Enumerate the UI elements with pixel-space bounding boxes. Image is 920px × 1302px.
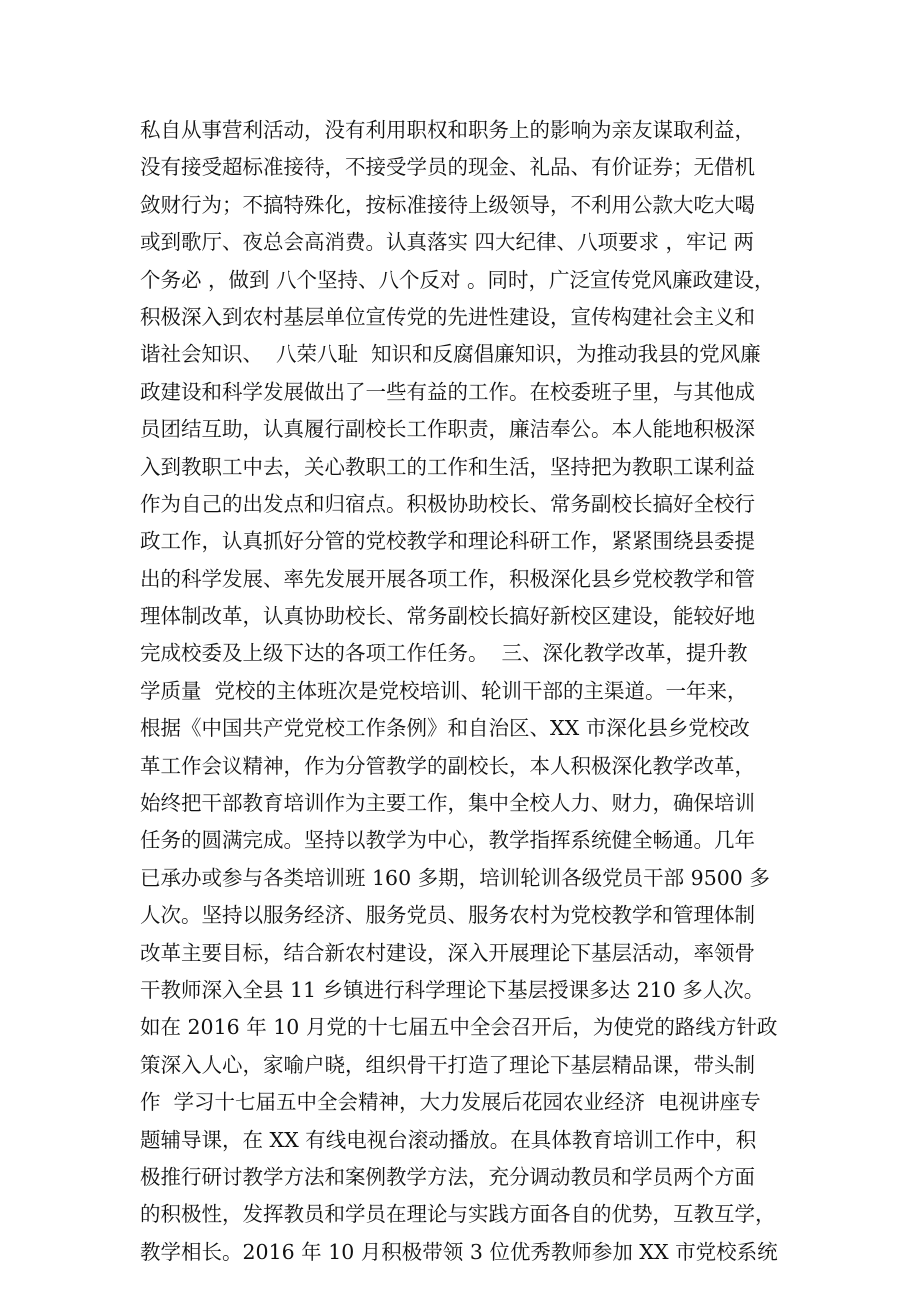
text-line: 教学相长。2016 年 10 月积极带领 3 位优秀教师参加 XX 市党校系统 xyxy=(140,1239,778,1264)
text-line: 学质量 党校的主体班次是党校培训、轮训干部的主渠道。一年来， xyxy=(140,678,748,703)
text-line: 人次。坚持以服务经济、服务党员、服务农村为党校教学和管理体制 xyxy=(140,903,755,928)
text-line: 作 学习十七届五中全会精神，大力发展后花园农业经济 电视讲座专 xyxy=(140,1090,761,1115)
text-line: 员团结互助，认真履行副校长工作职责，廉洁奉公。本人能地积极深 xyxy=(140,417,755,442)
text-line: 任务的圆满完成。坚持以教学为中心，教学指挥系统健全畅通。几年 xyxy=(140,828,755,853)
text-line: 极推行研讨教学方法和案例教学方法，充分调动教员和学员两个方面 xyxy=(140,1164,755,1189)
text-line: 如在 2016 年 10 月党的十七届五中全会召开后，为使党的路线方针政 xyxy=(140,1015,778,1040)
text-line: 的积极性，发挥教员和学员在理论与实践方面各自的优势，互教互学， xyxy=(140,1202,776,1227)
text-line: 根据《中国共产党党校工作条例》和自治区、XX 市深化县乡党校改 xyxy=(140,716,750,741)
text-line: 出的科学发展、率先发展开展各项工作，积极深化县乡党校教学和管 xyxy=(140,566,755,591)
text-line: 已承办或参与各类培训班 160 多期，培训轮训各级党员干部 9500 多 xyxy=(140,865,770,890)
text-line: 个务必 ，做到 八个坚持、八个反对 。同时，广泛宣传党风廉政建设， xyxy=(140,267,775,292)
text-line: 积极深入到农村基层单位宣传党的先进性建设，宣传构建社会主义和 xyxy=(140,304,755,329)
text-line: 策深入人心，家喻户晓，组织骨干打造了理论下基层精品课，带头制 xyxy=(140,1052,755,1077)
text-line: 改革主要目标，结合新农村建设，深入开展理论下基层活动，率领骨 xyxy=(140,940,755,965)
text-line: 作为自己的出发点和归宿点。积极协助校长、常务副校长搞好全校行 xyxy=(140,491,755,516)
body-text xyxy=(140,112,790,1271)
text-line: 政工作，认真抓好分管的党校教学和理论科研工作，紧紧围绕县委提 xyxy=(140,529,755,554)
text-line: 没有接受超标准接待，不接受学员的现金、礼品、有价证券；无借机 xyxy=(140,155,755,180)
text-line: 入到教职工中去，关心教职工的工作和生活，坚持把为教职工谋利益 xyxy=(140,454,755,479)
text-line: 政建设和科学发展做出了一些有益的工作。在校委班子里，与其他成 xyxy=(140,379,755,404)
text-line: 干教师深入全县 11 乡镇进行科学理论下基层授课多达 210 多人次。 xyxy=(140,977,765,1002)
text-line: 完成校委及上级下达的各项工作任务。 三、深化教学改革，提升教 xyxy=(140,641,748,666)
text-line: 或到歌厅、夜总会高消费。认真落实 四大纪律、八项要求 ，牢记 两 xyxy=(140,230,755,255)
text-line: 私自从事营利活动，没有利用职权和职务上的影响为亲友谋取利益， xyxy=(140,118,755,142)
text-line: 革工作会议精神，作为分管教学的副校长，本人积极深化教学改革， xyxy=(140,753,755,778)
text-line: 题辅导课，在 XX 有线电视台滚动播放。在具体教育培训工作中，积 xyxy=(140,1127,757,1152)
text-line: 敛财行为；不搞特殊化，按标准接待上级领导，不利用公款大吃大喝 xyxy=(140,192,755,217)
text-line: 始终把干部教育培训作为主要工作，集中全校人力、财力，确保培训 xyxy=(140,791,755,816)
text-line: 理体制改革，认真协助校长、常务副校长搞好新校区建设，能较好地 xyxy=(140,604,755,629)
text-line: 谐社会知识、 八荣八耻 知识和反腐倡廉知识，为推动我县的党风廉 xyxy=(140,342,761,367)
